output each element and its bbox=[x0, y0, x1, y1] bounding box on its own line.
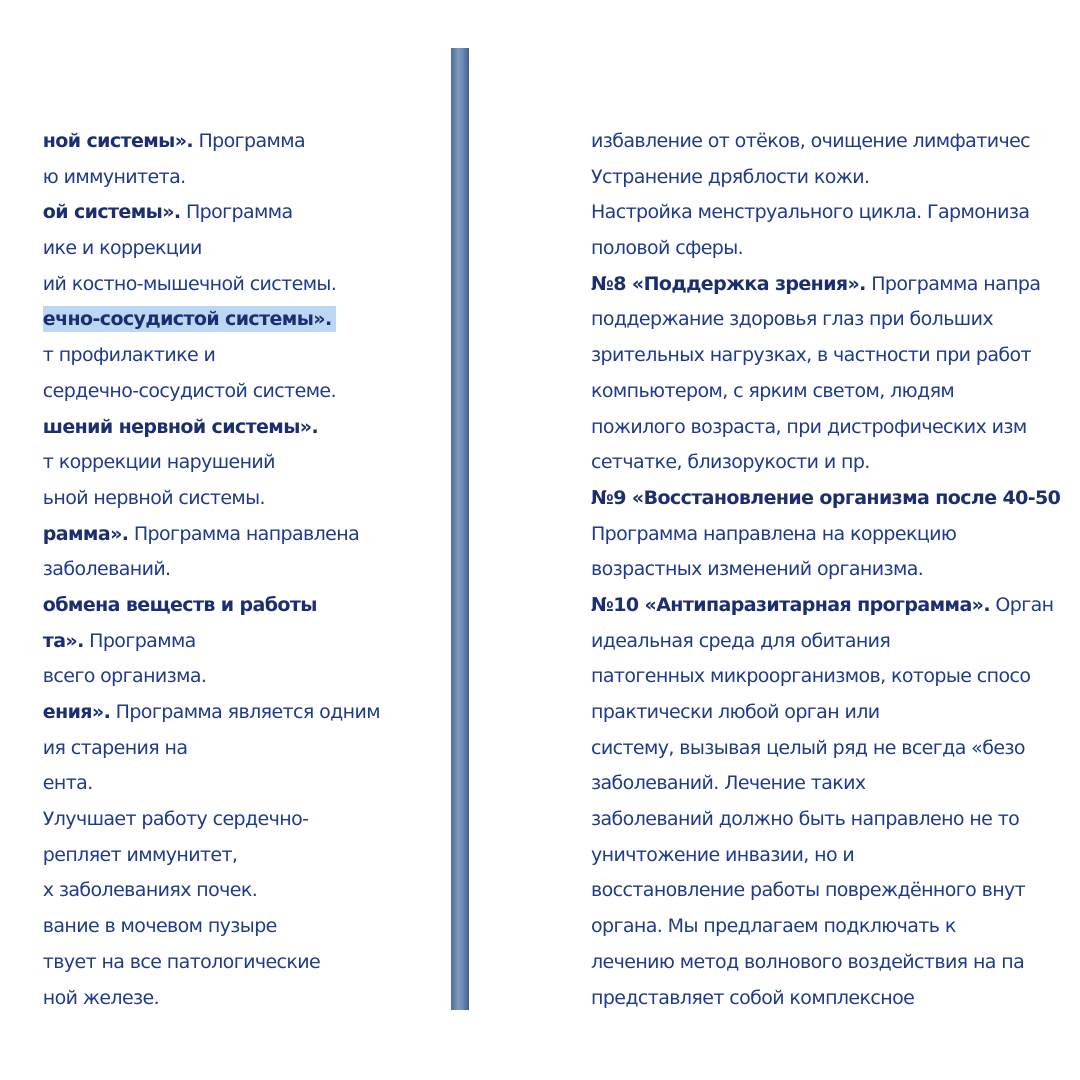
right-page-line bbox=[591, 267, 1060, 303]
body-text: идеальная среда для обитания bbox=[591, 629, 891, 652]
left-page-line bbox=[43, 802, 380, 838]
body-text: сетчатке, близорукости и пр. bbox=[591, 451, 870, 474]
left-page bbox=[0, 0, 450, 1080]
body-text: Программа bbox=[83, 629, 196, 652]
right-page-line bbox=[591, 481, 1060, 517]
right-page-line bbox=[591, 195, 1060, 231]
body-text: ике и коррекции bbox=[42, 237, 202, 260]
left-page-line bbox=[43, 445, 380, 481]
body-text: ента. bbox=[42, 772, 93, 795]
body-text: ия старения на bbox=[42, 736, 188, 759]
left-page-line bbox=[43, 517, 380, 553]
body-text: ю иммунитета. bbox=[42, 165, 186, 188]
right-page-line bbox=[591, 302, 1060, 338]
left-page-line bbox=[43, 909, 380, 945]
right-page-line bbox=[591, 766, 1060, 802]
right-page-line bbox=[591, 410, 1060, 446]
body-text: всего организма. bbox=[42, 665, 207, 688]
body-text: практически любой орган или bbox=[591, 701, 880, 723]
left-page-line bbox=[43, 231, 380, 267]
body-text: компьютером, с ярким светом, людям bbox=[591, 379, 955, 402]
bold-heading-text: рамма». bbox=[42, 522, 129, 545]
left-page-line bbox=[43, 659, 380, 695]
body-text: х заболеваниях почек. bbox=[42, 879, 258, 902]
left-page-line bbox=[43, 302, 380, 338]
bold-heading-text: шений нервной системы». bbox=[42, 415, 319, 438]
left-page-line bbox=[43, 195, 380, 231]
right-page-text bbox=[591, 124, 1060, 1016]
right-page-line bbox=[591, 517, 1060, 553]
left-page-line bbox=[43, 981, 380, 1017]
bold-heading-text: №9 «Восстановление организма после 40-50 bbox=[591, 486, 1061, 509]
right-page-line bbox=[591, 909, 1060, 945]
left-page-line bbox=[43, 766, 380, 802]
left-page-line bbox=[43, 374, 380, 410]
right-page-line bbox=[591, 231, 1060, 267]
body-text: Улучшает работу сердечно- bbox=[42, 808, 309, 831]
right-page-line bbox=[591, 160, 1060, 196]
body-text: лечению метод волнового воздействия на па bbox=[591, 950, 1025, 973]
right-page-line bbox=[591, 445, 1060, 481]
left-page-line bbox=[43, 588, 380, 624]
bold-heading-text: №10 «Антипаразитарная программа». bbox=[591, 593, 990, 616]
right-page-line bbox=[591, 695, 1060, 731]
left-page-line bbox=[43, 695, 380, 731]
body-text: систему, вызывая целый ряд не всегда «безо bbox=[591, 736, 1025, 759]
bold-heading-text: обмена веществ и работы bbox=[42, 593, 317, 616]
bold-heading-text: ения». bbox=[42, 701, 111, 723]
body-text: зрительных нагрузках, в частности при работ bbox=[591, 344, 1031, 367]
bold-heading-text: ой системы». bbox=[42, 201, 181, 224]
left-page-line bbox=[43, 552, 380, 588]
body-text: поддержание здоровья глаз при больших bbox=[591, 308, 993, 331]
right-page-line bbox=[591, 945, 1060, 981]
left-page-line bbox=[43, 124, 380, 160]
bold-heading-text: №8 «Поддержка зрения». bbox=[591, 272, 866, 295]
body-text: ий костно-мышечной системы. bbox=[42, 272, 337, 295]
body-text: вание в мочевом пузыре bbox=[42, 915, 277, 938]
body-text: уничтожение инвазии, но и bbox=[591, 843, 855, 866]
right-page-line bbox=[591, 802, 1060, 838]
left-page-line bbox=[43, 873, 380, 909]
body-text: заболеваний должно быть направлено не то bbox=[591, 808, 1020, 831]
body-text: ной железе. bbox=[42, 986, 160, 1009]
body-text: Программа bbox=[180, 201, 293, 224]
body-text: половой сферы. bbox=[591, 237, 744, 260]
body-text: заболеваний. Лечение таких bbox=[591, 772, 866, 795]
body-text: Программа направлена bbox=[128, 522, 360, 545]
bold-heading-text: ной системы». bbox=[42, 130, 194, 152]
left-page-line bbox=[43, 945, 380, 981]
right-page-line bbox=[591, 838, 1060, 874]
body-text: Программа напра bbox=[865, 272, 1041, 295]
body-text: Программа bbox=[193, 130, 306, 152]
body-text: избавление от отёков, очищение лимфатичес bbox=[591, 130, 1031, 152]
right-page-line bbox=[591, 873, 1060, 909]
body-text: Настройка менструального цикла. Гармониза bbox=[591, 201, 1030, 224]
left-page-line bbox=[43, 481, 380, 517]
book-spine bbox=[451, 48, 469, 1010]
body-text: патогенных микроорганизмов, которые спосо bbox=[591, 665, 1031, 688]
left-page-line bbox=[43, 838, 380, 874]
right-page-line bbox=[591, 338, 1060, 374]
right-page-line bbox=[591, 731, 1060, 767]
left-page-line bbox=[43, 731, 380, 767]
right-page bbox=[470, 0, 1080, 1080]
right-page-line bbox=[591, 981, 1060, 1017]
left-page-line bbox=[43, 410, 380, 446]
right-page-line bbox=[591, 624, 1060, 660]
body-text: представляет собой комплексное bbox=[591, 986, 915, 1009]
right-page-line bbox=[591, 124, 1060, 160]
left-page-line bbox=[43, 338, 380, 374]
body-text: Программа является одним bbox=[110, 701, 380, 723]
left-page-line bbox=[43, 160, 380, 196]
right-page-line bbox=[591, 659, 1060, 695]
body-text: возрастных изменений организма. bbox=[591, 558, 924, 581]
body-text: Устранение дряблости кожи. bbox=[591, 165, 870, 188]
body-text: пожилого возраста, при дистрофических изм bbox=[591, 415, 1027, 438]
right-page-line bbox=[591, 552, 1060, 588]
body-text: восстановление работы повреждённого внут bbox=[591, 879, 1026, 902]
body-text: твует на все патологические bbox=[42, 950, 321, 973]
right-page-line bbox=[591, 374, 1060, 410]
body-text: репляет иммунитет, bbox=[42, 843, 238, 866]
bold-heading-text: та». bbox=[42, 629, 84, 652]
body-text: т коррекции нарушений bbox=[42, 451, 275, 474]
body-text: т профилактике и bbox=[42, 344, 216, 367]
left-page-text bbox=[43, 124, 380, 1016]
body-text: Программа направлена на коррекцию bbox=[591, 522, 957, 545]
body-text: заболеваний. bbox=[42, 558, 171, 581]
left-page-line bbox=[43, 267, 380, 303]
bold-heading-text: ечно-сосудистой системы». bbox=[43, 306, 336, 332]
left-page-line bbox=[43, 624, 380, 660]
body-text: ьной нервной системы. bbox=[42, 486, 265, 509]
right-page-line bbox=[591, 588, 1060, 624]
body-text: органа. Мы предлагаем подключать к bbox=[591, 915, 956, 938]
body-text: Орган bbox=[989, 593, 1054, 616]
body-text: сердечно-сосудистой системе. bbox=[42, 379, 336, 402]
